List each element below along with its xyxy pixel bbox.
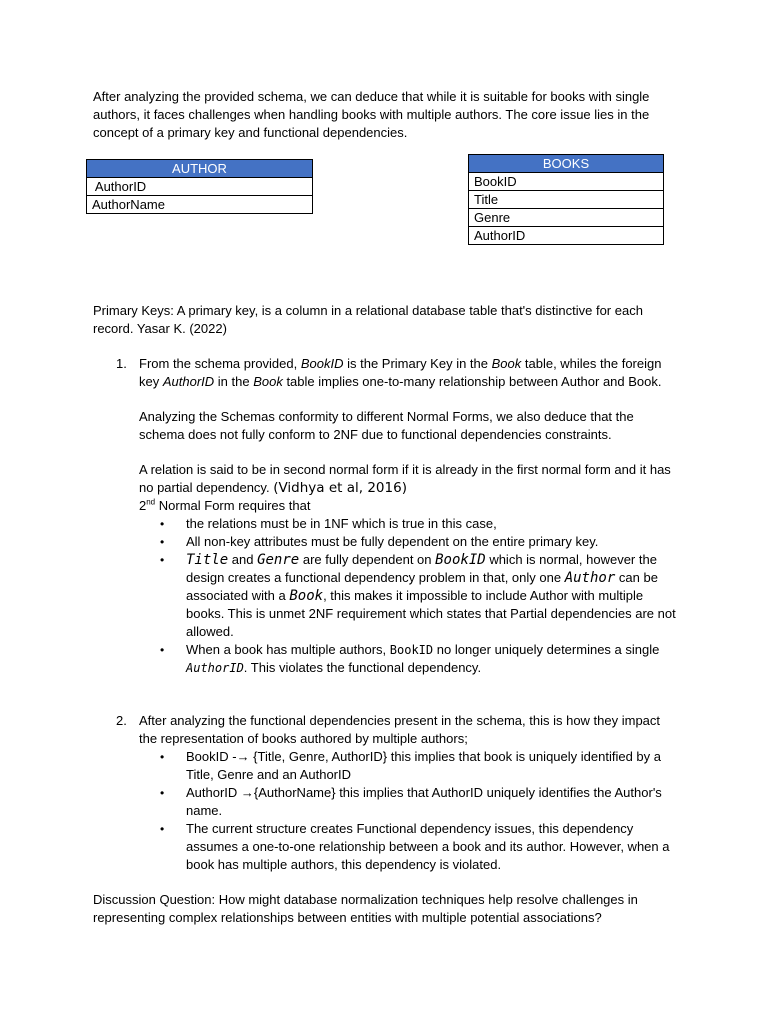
intro-paragraph: After analyzing the provided schema, we can deduce that while it is suitable for books with single authors, it faces challenges when handling books with multiple authors. The core issue lies in the concept of a primary key and functional dependencies. <box>93 89 650 140</box>
text-run: From the schema provided, <box>139 356 301 371</box>
item1-paragraph-b: Analyzing the Schemas conformity to different Normal Forms, we also deduce that the schema does not fully conform to 2NF due to functional dependencies constraints. <box>139 409 634 442</box>
text-run: Normal Form requires that <box>155 498 311 513</box>
text-run: is the Primary Key in the <box>343 356 492 371</box>
text-run: in the <box>214 374 254 389</box>
books-table-cell: Title <box>469 191 664 209</box>
code-run: Genre <box>257 552 300 568</box>
list-item: The current structure creates Functional dependency issues, this dependency assumes a one-to-one relationship between a book and its author. However, when a book has multiple authors, this dependency is violated. <box>186 821 670 872</box>
bullet-icon: • <box>160 786 165 800</box>
bullet-icon: • <box>160 822 165 836</box>
text-run: table, whiles the foreign key <box>139 356 662 389</box>
books-table-cell: Genre <box>469 209 664 227</box>
list-item: AuthorID →{AuthorName} this implies that AuthorID uniquely identifies the Author's name. <box>186 785 662 818</box>
text-run: , this makes it impossible to include Author with multiple books. This is unmet 2NF requirement which states that Partial dependencies are not allowed. <box>186 588 676 639</box>
books-table-header: BOOKS <box>469 155 664 173</box>
text-run: BookID <box>300 356 344 371</box>
text-run: and <box>228 552 258 567</box>
discussion-question: Discussion Question: How might database normalization techniques help resolve challenges in representing complex relationships between entities with multiple potential associations? <box>93 892 638 925</box>
text-run: are fully dependent on <box>299 552 436 567</box>
bullet-icon: • <box>160 643 165 657</box>
list-number: 2. <box>116 713 127 728</box>
books-table-cell: AuthorID <box>469 227 664 245</box>
list-item: BookID -→ {Title, Genre, AuthorID} this implies that book is uniquely identified by a Title, Genre and an AuthorID <box>186 749 661 782</box>
item2-paragraph: After analyzing the functional dependencies present in the schema, this is how they impact the representation of books authored by multiple authors; <box>139 713 661 746</box>
list-number: 1. <box>116 356 127 371</box>
author-table <box>86 159 313 214</box>
item1-paragraph-a <box>139 355 679 391</box>
citation: (Vidhya et al, 2016) <box>273 480 407 496</box>
bullet-icon: • <box>160 750 165 764</box>
author-table-cell: AuthorName <box>87 196 313 214</box>
code-run: Title <box>186 552 229 568</box>
superscript: nd <box>146 497 156 507</box>
text-run: AuthorID <box>162 374 215 389</box>
text-run: 2 <box>139 498 147 513</box>
text-run: . This violates the functional dependency. <box>243 660 482 675</box>
text-run: no longer uniquely determines a single <box>433 642 660 657</box>
code-run: BookID <box>435 552 486 568</box>
list-item: All non-key attributes must be fully dependent on the entire primary key. <box>186 534 599 549</box>
text-run: Book <box>253 374 283 389</box>
books-table-cell: BookID <box>469 173 664 191</box>
code-run: BookID <box>389 643 434 657</box>
primary-keys-paragraph: Primary Keys: A primary key, is a column in a relational database table that's distinctive for each record. Yasar K. (2022) <box>93 303 643 336</box>
list-item: the relations must be in 1NF which is true in this case, <box>186 516 497 531</box>
text-run: When a book has multiple authors, <box>186 642 390 657</box>
code-run: Book <box>289 588 324 604</box>
author-table-cell: AuthorID <box>87 178 313 196</box>
text-run: can be associated with a <box>186 570 658 603</box>
text-run: table implies one-to-many relationship between Author and Book. <box>282 374 662 389</box>
list-item <box>186 641 676 677</box>
bullet-icon: • <box>160 517 165 531</box>
text-run: which is normal, however the design creates a functional dependency problem in that, only one <box>186 552 657 585</box>
list-item <box>186 551 676 641</box>
text-run: A relation is said to be in second normal form if it is already in the first normal form and it has no partial dependency. <box>139 462 671 495</box>
bullet-icon: • <box>160 553 165 567</box>
books-table <box>468 154 664 245</box>
text-run: Book <box>491 356 522 371</box>
code-run: AuthorID <box>186 661 244 675</box>
bullet-icon: • <box>160 535 165 549</box>
author-table-header: AUTHOR <box>87 160 313 178</box>
code-run: Author <box>564 570 616 586</box>
item1-paragraph-c <box>139 461 679 497</box>
item1-paragraph-d <box>139 497 679 515</box>
